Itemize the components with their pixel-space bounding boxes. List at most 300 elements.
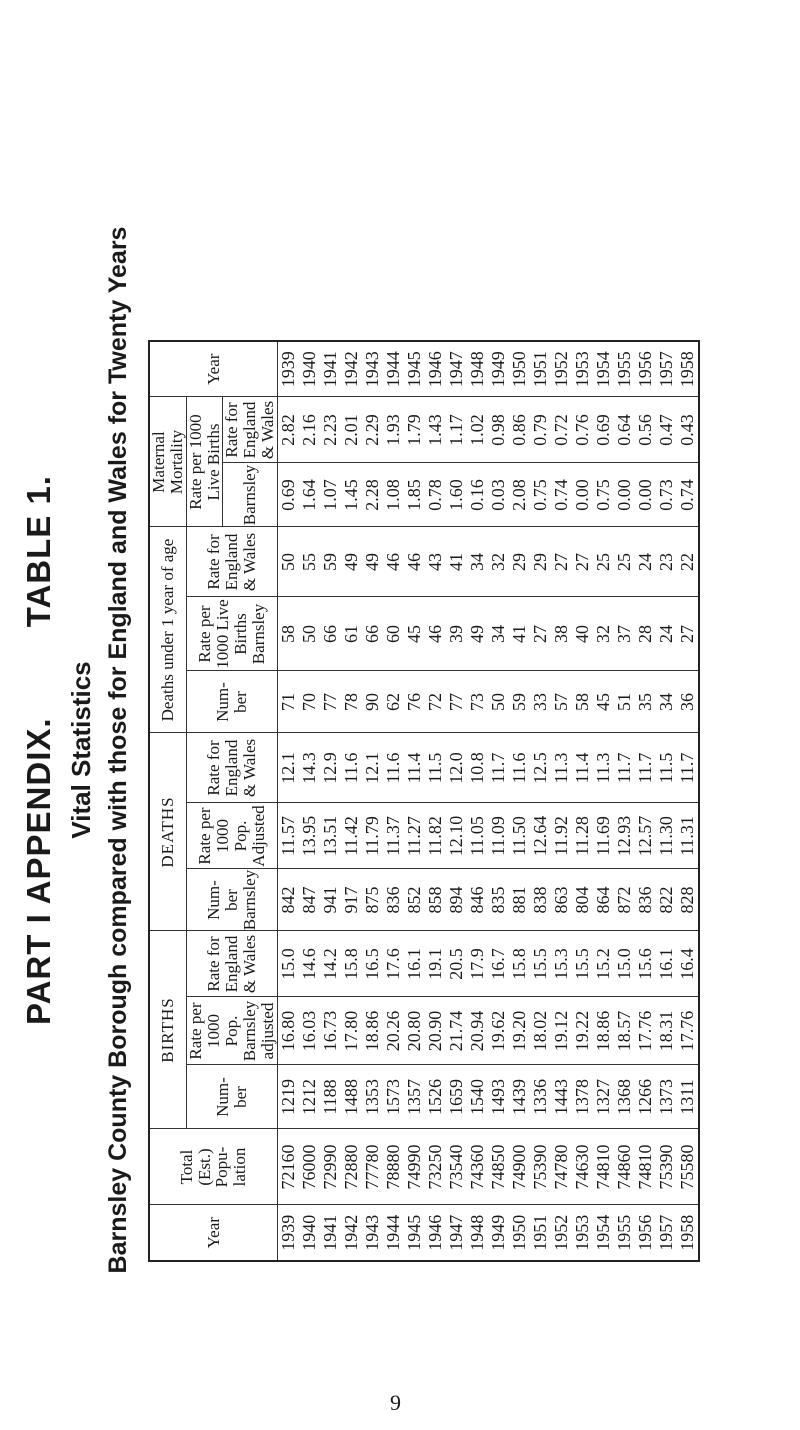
cell-infant-ew: 55 (299, 527, 320, 597)
cell-mat-barnsley: 1.45 (341, 463, 362, 527)
cell-mat-ew: 0.56 (635, 397, 656, 463)
cell-infant-rate: 28 (635, 597, 656, 671)
cell-year: 1958 (677, 1205, 699, 1261)
cell-infant-number: 34 (656, 671, 677, 733)
cell-infant-ew: 29 (530, 527, 551, 597)
cell-births-rate: 19.62 (488, 997, 509, 1065)
cell-year: 1954 (593, 1205, 614, 1261)
cell-births-number: 1378 (572, 1065, 593, 1129)
cell-births-number: 1357 (404, 1065, 425, 1129)
col-infant-number: Num- ber (186, 671, 277, 733)
cell-infant-rate: 41 (509, 597, 530, 671)
cell-infant-rate: 38 (551, 597, 572, 671)
cell-population: 75580 (677, 1129, 699, 1205)
cell-births-number: 1336 (530, 1065, 551, 1129)
cell-births-ew: 17.9 (467, 931, 488, 997)
cell-births-number: 1540 (467, 1065, 488, 1129)
table-row (383, 341, 404, 1261)
cell-births-number: 1488 (341, 1065, 362, 1129)
cell-deaths-rate: 11.05 (467, 803, 488, 869)
cell-year-right: 1956 (635, 341, 656, 397)
cell-mat-barnsley: 1.08 (383, 463, 404, 527)
cell-deaths-number: 835 (488, 869, 509, 931)
cell-deaths-rate: 11.37 (383, 803, 404, 869)
cell-births-number: 1493 (488, 1065, 509, 1129)
cell-infant-number: 62 (383, 671, 404, 733)
cell-mat-ew: 0.64 (614, 397, 635, 463)
cell-population: 77780 (362, 1129, 383, 1205)
cell-mat-ew: 0.86 (509, 397, 530, 463)
cell-infant-number: 45 (593, 671, 614, 733)
cell-births-rate: 20.26 (383, 997, 404, 1065)
cell-mat-barnsley: 0.78 (425, 463, 446, 527)
cell-deaths-rate: 12.93 (614, 803, 635, 869)
cell-births-ew: 15.2 (593, 931, 614, 997)
cell-deaths-ew: 11.3 (593, 733, 614, 803)
table-row (593, 341, 614, 1261)
col-year-right: Year (149, 341, 277, 397)
cell-births-rate: 17.76 (677, 997, 699, 1065)
cell-infant-ew: 27 (572, 527, 593, 597)
cell-year-right: 1941 (320, 341, 341, 397)
col-maternal-ew: Rate for England & Wales (223, 397, 278, 463)
cell-infant-ew: 59 (320, 527, 341, 597)
cell-deaths-number: 828 (677, 869, 699, 931)
cell-deaths-ew: 11.5 (425, 733, 446, 803)
cell-year: 1939 (277, 1205, 299, 1261)
cell-births-number: 1212 (299, 1065, 320, 1129)
cell-deaths-ew: 12.9 (320, 733, 341, 803)
cell-infant-rate: 60 (383, 597, 404, 671)
cell-births-rate: 21.74 (446, 997, 467, 1065)
cell-infant-rate: 24 (656, 597, 677, 671)
cell-infant-rate: 27 (530, 597, 551, 671)
cell-mat-barnsley: 0.00 (635, 463, 656, 527)
col-infant-rate: Rate per 1000 Live Births Barnsley (186, 597, 277, 671)
vital-statistics-table (148, 340, 700, 1262)
group-births: BIRTHS (149, 931, 186, 1129)
cell-population: 74860 (614, 1129, 635, 1205)
cell-year: 1943 (362, 1205, 383, 1261)
cell-births-rate: 19.22 (572, 997, 593, 1065)
cell-mat-barnsley: 0.74 (551, 463, 572, 527)
cell-deaths-number: 917 (341, 869, 362, 931)
cell-population: 74630 (572, 1129, 593, 1205)
cell-deaths-ew: 12.5 (530, 733, 551, 803)
cell-births-rate: 18.86 (362, 997, 383, 1065)
cell-deaths-rate: 11.69 (593, 803, 614, 869)
table-row (299, 341, 320, 1261)
cell-births-rate: 18.86 (593, 997, 614, 1065)
cell-deaths-number: 836 (383, 869, 404, 931)
table-row (425, 341, 446, 1261)
cell-infant-rate: 50 (299, 597, 320, 671)
cell-infant-ew: 24 (635, 527, 656, 597)
cell-births-number: 1373 (656, 1065, 677, 1129)
cell-deaths-rate: 13.51 (320, 803, 341, 869)
cell-infant-ew: 46 (383, 527, 404, 597)
cell-year: 1951 (530, 1205, 551, 1261)
cell-deaths-rate: 11.50 (509, 803, 530, 869)
cell-infant-rate: 58 (277, 597, 299, 671)
cell-deaths-ew: 11.3 (551, 733, 572, 803)
cell-mat-ew: 2.29 (362, 397, 383, 463)
cell-deaths-number: 804 (572, 869, 593, 931)
cell-infant-rate: 37 (614, 597, 635, 671)
cell-births-ew: 20.5 (446, 931, 467, 997)
cell-deaths-number: 858 (425, 869, 446, 931)
cell-deaths-ew: 11.5 (656, 733, 677, 803)
cell-year-right: 1940 (299, 341, 320, 397)
cell-births-rate: 20.90 (425, 997, 446, 1065)
cell-mat-ew: 2.01 (341, 397, 362, 463)
cell-mat-ew: 2.82 (277, 397, 299, 463)
table-row (404, 341, 425, 1261)
col-births-rate: Rate per 1000 Pop. Barnsley adjusted (186, 997, 277, 1065)
cell-deaths-rate: 11.28 (572, 803, 593, 869)
table-row (488, 341, 509, 1261)
cell-population: 72880 (341, 1129, 362, 1205)
cell-mat-ew: 0.76 (572, 397, 593, 463)
cell-year-right: 1950 (509, 341, 530, 397)
col-maternal-barnsley: Barnsley (223, 463, 278, 527)
cell-births-rate: 19.20 (509, 997, 530, 1065)
cell-deaths-rate: 11.31 (677, 803, 699, 869)
cell-births-rate: 19.12 (551, 997, 572, 1065)
cell-year: 1942 (341, 1205, 362, 1261)
cell-year-right: 1947 (446, 341, 467, 397)
cell-births-rate: 20.94 (467, 997, 488, 1065)
cell-births-ew: 15.8 (509, 931, 530, 997)
cell-mat-barnsley: 0.16 (467, 463, 488, 527)
cell-births-ew: 16.5 (362, 931, 383, 997)
cell-deaths-ew: 11.6 (383, 733, 404, 803)
col-deaths-ew: Rate for England & Wales (186, 733, 277, 803)
cell-population: 74850 (488, 1129, 509, 1205)
cell-deaths-rate: 11.57 (277, 803, 299, 869)
cell-infant-ew: 32 (488, 527, 509, 597)
cell-mat-ew: 2.23 (320, 397, 341, 463)
cell-infant-ew: 46 (404, 527, 425, 597)
cell-infant-rate: 32 (593, 597, 614, 671)
cell-deaths-ew: 14.3 (299, 733, 320, 803)
cell-mat-barnsley: 1.60 (446, 463, 467, 527)
cell-births-number: 1368 (614, 1065, 635, 1129)
cell-births-ew: 15.5 (572, 931, 593, 997)
cell-mat-ew: 1.02 (467, 397, 488, 463)
table-row (614, 341, 635, 1261)
cell-year: 1952 (551, 1205, 572, 1261)
cell-births-rate: 18.31 (656, 997, 677, 1065)
col-deaths-number: Num- ber Barnsley (186, 869, 277, 931)
cell-births-ew: 16.1 (404, 931, 425, 997)
cell-deaths-number: 881 (509, 869, 530, 931)
cell-infant-number: 71 (277, 671, 299, 733)
cell-mat-barnsley: 2.08 (509, 463, 530, 527)
cell-year-right: 1954 (593, 341, 614, 397)
cell-deaths-ew: 11.7 (635, 733, 656, 803)
cell-deaths-rate: 11.79 (362, 803, 383, 869)
cell-infant-number: 50 (488, 671, 509, 733)
col-births-number: Num- ber (186, 1065, 277, 1129)
cell-births-number: 1327 (593, 1065, 614, 1129)
cell-year: 1946 (425, 1205, 446, 1261)
cell-births-number: 1573 (383, 1065, 404, 1129)
cell-deaths-number: 847 (299, 869, 320, 931)
cell-births-ew: 16.4 (677, 931, 699, 997)
cell-infant-ew: 43 (425, 527, 446, 597)
cell-mat-ew: 0.47 (656, 397, 677, 463)
cell-infant-rate: 40 (572, 597, 593, 671)
group-maternal: Maternal Mortality (149, 397, 186, 527)
cell-infant-number: 59 (509, 671, 530, 733)
cell-births-ew: 17.6 (383, 931, 404, 997)
cell-year-right: 1953 (572, 341, 593, 397)
cell-births-ew: 14.6 (299, 931, 320, 997)
cell-infant-ew: 29 (509, 527, 530, 597)
cell-deaths-ew: 12.1 (362, 733, 383, 803)
table-row (677, 341, 699, 1261)
cell-year: 1957 (656, 1205, 677, 1261)
table-row (572, 341, 593, 1261)
table-row (320, 341, 341, 1261)
cell-deaths-number: 842 (277, 869, 299, 931)
cell-deaths-rate: 13.95 (299, 803, 320, 869)
cell-deaths-number: 863 (551, 869, 572, 931)
cell-population: 75390 (530, 1129, 551, 1205)
cell-population: 75390 (656, 1129, 677, 1205)
table-row (509, 341, 530, 1261)
cell-births-number: 1659 (446, 1065, 467, 1129)
table-row (467, 341, 488, 1261)
cell-infant-number: 76 (404, 671, 425, 733)
table-row (446, 341, 467, 1261)
cell-infant-ew: 41 (446, 527, 467, 597)
cell-year: 1944 (383, 1205, 404, 1261)
cell-year: 1947 (446, 1205, 467, 1261)
cell-infant-rate: 66 (362, 597, 383, 671)
table-row (362, 341, 383, 1261)
cell-infant-ew: 50 (277, 527, 299, 597)
cell-population: 74360 (467, 1129, 488, 1205)
cell-infant-ew: 22 (677, 527, 699, 597)
table-row (277, 341, 299, 1261)
cell-deaths-rate: 11.27 (404, 803, 425, 869)
heading-table: TABLE 1. (20, 475, 57, 628)
cell-deaths-ew: 11.7 (677, 733, 699, 803)
cell-year-right: 1942 (341, 341, 362, 397)
col-maternal-group: Rate per 1000 Live Births (186, 397, 223, 527)
cell-mat-barnsley: 0.73 (656, 463, 677, 527)
cell-population: 76000 (299, 1129, 320, 1205)
heading-part-line (20, 150, 58, 1350)
cell-year-right: 1948 (467, 341, 488, 397)
cell-births-rate: 18.02 (530, 997, 551, 1065)
cell-infant-number: 36 (677, 671, 699, 733)
table-row (656, 341, 677, 1261)
cell-mat-ew: 2.16 (299, 397, 320, 463)
cell-infant-ew: 34 (467, 527, 488, 597)
table-row (551, 341, 572, 1261)
cell-mat-barnsley: 1.07 (320, 463, 341, 527)
cell-mat-ew: 1.93 (383, 397, 404, 463)
cell-deaths-ew: 11.6 (509, 733, 530, 803)
cell-births-ew: 15.3 (551, 931, 572, 997)
cell-mat-ew: 1.17 (446, 397, 467, 463)
cell-infant-rate: 34 (488, 597, 509, 671)
cell-infant-rate: 45 (404, 597, 425, 671)
cell-mat-barnsley: 2.28 (362, 463, 383, 527)
group-deaths: DEATHS (149, 733, 186, 931)
cell-deaths-rate: 11.82 (425, 803, 446, 869)
cell-deaths-rate: 12.57 (635, 803, 656, 869)
cell-year-right: 1955 (614, 341, 635, 397)
cell-births-number: 1311 (677, 1065, 699, 1129)
cell-births-number: 1266 (635, 1065, 656, 1129)
cell-year-right: 1949 (488, 341, 509, 397)
cell-year: 1940 (299, 1205, 320, 1261)
cell-infant-rate: 27 (677, 597, 699, 671)
cell-deaths-rate: 11.09 (488, 803, 509, 869)
cell-year-right: 1957 (656, 341, 677, 397)
cell-deaths-ew: 11.4 (572, 733, 593, 803)
cell-births-ew: 15.6 (635, 931, 656, 997)
cell-births-number: 1443 (551, 1065, 572, 1129)
table-row (341, 341, 362, 1261)
cell-infant-rate: 46 (425, 597, 446, 671)
page-number: 9 (390, 1390, 401, 1415)
cell-deaths-rate: 12.10 (446, 803, 467, 869)
cell-infant-rate: 49 (467, 597, 488, 671)
cell-deaths-number: 941 (320, 869, 341, 931)
cell-births-rate: 17.80 (341, 997, 362, 1065)
cell-mat-ew: 0.79 (530, 397, 551, 463)
cell-births-number: 1526 (425, 1065, 446, 1129)
cell-deaths-ew: 10.8 (467, 733, 488, 803)
cell-infant-number: 77 (320, 671, 341, 733)
cell-births-rate: 17.76 (635, 997, 656, 1065)
cell-births-number: 1353 (362, 1065, 383, 1129)
cell-births-rate: 16.73 (320, 997, 341, 1065)
cell-infant-number: 72 (425, 671, 446, 733)
col-infant-ew: Rate for England & Wales (186, 527, 277, 597)
cell-infant-ew: 25 (614, 527, 635, 597)
cell-deaths-number: 822 (656, 869, 677, 931)
cell-deaths-rate: 11.30 (656, 803, 677, 869)
cell-deaths-number: 872 (614, 869, 635, 931)
cell-year: 1945 (404, 1205, 425, 1261)
table-row (530, 341, 551, 1261)
cell-infant-number: 51 (614, 671, 635, 733)
cell-deaths-rate: 12.64 (530, 803, 551, 869)
cell-year-right: 1958 (677, 341, 699, 397)
cell-population: 72160 (277, 1129, 299, 1205)
cell-infant-number: 33 (530, 671, 551, 733)
cell-births-number: 1219 (277, 1065, 299, 1129)
cell-mat-ew: 0.69 (593, 397, 614, 463)
heading-subtitle: Vital Statistics (66, 661, 96, 839)
cell-births-rate: 16.80 (277, 997, 299, 1065)
cell-births-ew: 15.5 (530, 931, 551, 997)
cell-mat-barnsley: 0.00 (572, 463, 593, 527)
cell-mat-ew: 0.72 (551, 397, 572, 463)
cell-year: 1956 (635, 1205, 656, 1261)
cell-year: 1948 (467, 1205, 488, 1261)
cell-infant-rate: 66 (320, 597, 341, 671)
heading-part: PART I APPENDIX. (20, 717, 57, 1025)
col-deaths-rate: Rate per 1000 Pop. Adjusted (186, 803, 277, 869)
cell-infant-rate: 39 (446, 597, 467, 671)
cell-population: 74810 (635, 1129, 656, 1205)
cell-year: 1955 (614, 1205, 635, 1261)
group-infant: Deaths under 1 year of age (149, 527, 186, 733)
cell-infant-ew: 25 (593, 527, 614, 597)
heading-title: Barnsley County Borough compared with those for England and Wales for Twenty Years (104, 226, 132, 1274)
cell-deaths-rate: 11.92 (551, 803, 572, 869)
cell-deaths-number: 875 (362, 869, 383, 931)
cell-deaths-ew: 11.6 (341, 733, 362, 803)
cell-births-number: 1439 (509, 1065, 530, 1129)
col-year: Year (149, 1205, 277, 1261)
cell-births-ew: 14.2 (320, 931, 341, 997)
cell-mat-barnsley: 0.75 (593, 463, 614, 527)
cell-year-right: 1944 (383, 341, 404, 397)
cell-population: 73250 (425, 1129, 446, 1205)
cell-year-right: 1946 (425, 341, 446, 397)
cell-year-right: 1943 (362, 341, 383, 397)
col-population: Total (Est.) Popu- lation (149, 1129, 277, 1205)
cell-population: 74900 (509, 1129, 530, 1205)
cell-mat-barnsley: 0.74 (677, 463, 699, 527)
cell-births-ew: 19.1 (425, 931, 446, 997)
table-row (635, 341, 656, 1261)
cell-year: 1941 (320, 1205, 341, 1261)
cell-mat-barnsley: 1.64 (299, 463, 320, 527)
cell-deaths-rate: 11.42 (341, 803, 362, 869)
cell-deaths-ew: 11.7 (488, 733, 509, 803)
cell-population: 74780 (551, 1129, 572, 1205)
cell-deaths-number: 838 (530, 869, 551, 931)
cell-infant-ew: 49 (362, 527, 383, 597)
cell-infant-number: 73 (467, 671, 488, 733)
cell-infant-number: 35 (635, 671, 656, 733)
cell-births-ew: 15.0 (277, 931, 299, 997)
cell-infant-number: 58 (572, 671, 593, 733)
cell-births-number: 1188 (320, 1065, 341, 1129)
cell-births-rate: 16.03 (299, 997, 320, 1065)
cell-deaths-ew: 11.4 (404, 733, 425, 803)
cell-deaths-number: 864 (593, 869, 614, 931)
cell-year-right: 1945 (404, 341, 425, 397)
cell-infant-number: 77 (446, 671, 467, 733)
cell-mat-barnsley: 0.69 (277, 463, 299, 527)
cell-population: 72990 (320, 1129, 341, 1205)
cell-population: 78880 (383, 1129, 404, 1205)
cell-mat-barnsley: 1.85 (404, 463, 425, 527)
cell-infant-ew: 23 (656, 527, 677, 597)
cell-infant-number: 70 (299, 671, 320, 733)
cell-deaths-ew: 12.1 (277, 733, 299, 803)
cell-infant-ew: 27 (551, 527, 572, 597)
cell-infant-rate: 61 (341, 597, 362, 671)
cell-deaths-number: 852 (404, 869, 425, 931)
cell-mat-barnsley: 0.75 (530, 463, 551, 527)
cell-births-rate: 18.57 (614, 997, 635, 1065)
cell-mat-barnsley: 0.03 (488, 463, 509, 527)
cell-year: 1949 (488, 1205, 509, 1261)
cell-births-ew: 15.8 (341, 931, 362, 997)
cell-births-ew: 15.0 (614, 931, 635, 997)
